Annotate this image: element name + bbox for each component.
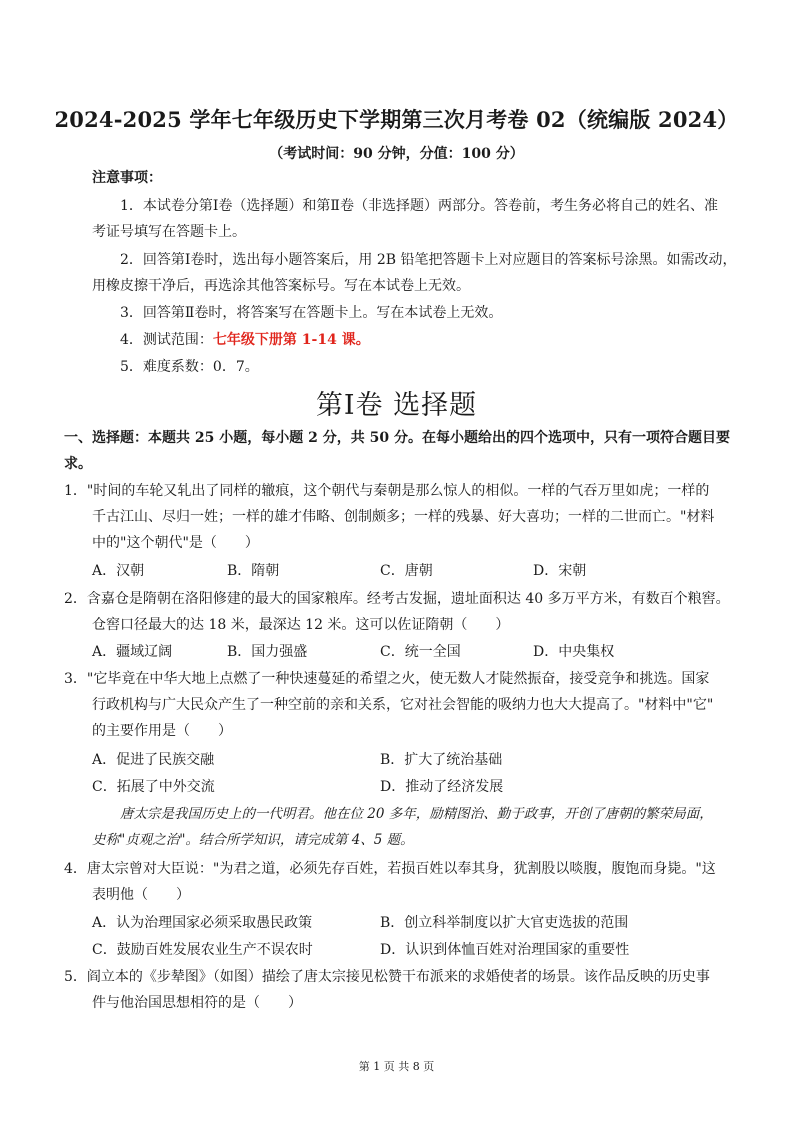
q1-option-c: C．唐朝: [380, 563, 433, 579]
note-5: 5．难度系数：0．7。: [120, 359, 259, 375]
q5-line-1: 5．阎立本的《步辇图》（如图）描绘了唐太宗接见松赞干布派来的求婚使者的场景。该作品反映的历史事: [64, 969, 710, 985]
q1-line-1: 1．"时间的车轮又轧出了同样的辙痕，这个朝代与秦朝是那么惊人的相似。一样的气吞万里如虎；一样的: [64, 483, 710, 499]
q4-option-c: C．鼓励百姓发展农业生产不误农时: [92, 942, 313, 958]
q4-line-1: 4．唐太宗曾对大臣说："为君之道，必须先存百姓，若损百姓以奉其身，犹割股以啖腹，腹饱而身毙。"这: [64, 861, 716, 877]
q3-option-c: C．拓展了中外交流: [92, 779, 215, 795]
q2-option-a: A．疆域辽阔: [92, 644, 173, 660]
note-1-line-2: 考证号填写在答题卡上。: [92, 224, 246, 240]
q2-option-b: B．国力强盛: [227, 644, 308, 660]
q2-line-2: 仓窖口径最大的达 18 米，最深达 12 米。这可以佐证隋朝（ ）: [92, 617, 510, 633]
q3-option-b: B．扩大了统治基础: [380, 752, 503, 768]
q5-line-2: 件与他治国思想相符的是（ ）: [92, 995, 302, 1011]
q4-line-2: 表明他（ ）: [92, 887, 190, 903]
q3-option-d: D．推动了经济发展: [380, 779, 504, 795]
note-2-line-1: 2．回答第Ⅰ卷时，选出每小题答案后，用 2B 铅笔把答题卡上对应题目的答案标号涂黑。如需改动，: [120, 252, 737, 268]
q2-option-d: D．中央集权: [533, 644, 615, 660]
q3-option-a: A．促进了民族交融: [92, 752, 215, 768]
note-4: [120, 330, 370, 350]
q4-option-d: D．认识到体恤百姓对治理国家的重要性: [380, 942, 630, 958]
q2-line-1: 2．含嘉仓是隋朝在洛阳修建的最大的国家粮库。经考古发掘，遗址面积达 40 多万平方米，有数百个粮窖。: [64, 591, 730, 607]
q1-option-a: A．汉朝: [92, 563, 145, 579]
q3-line-3: 的主要作用是（ ）: [92, 723, 232, 739]
notes-heading: 注意事项：: [92, 170, 162, 186]
q1-option-d: D．宋朝: [533, 563, 587, 579]
q2-option-c: C．统一全国: [380, 644, 461, 660]
part-instructions-line-2: 求。: [64, 456, 92, 472]
q1-line-2: 千古江山、尽归一姓；一样的雄才伟略、创制颇多；一样的残暴、好大喜功；一样的二世而亡。"材料: [92, 509, 715, 525]
note-2-line-2: 用橡皮擦干净后，再选涂其他答案标号。写在本试卷上无效。: [92, 278, 470, 294]
note-3: 3．回答第Ⅱ卷时，将答案写在答题卡上。写在本试卷上无效。: [120, 305, 503, 321]
q4-option-b: B．创立科举制度以扩大官吏选拔的范围: [380, 915, 629, 931]
page-number: 第 1 页 共 8 页: [358, 1060, 435, 1073]
part-instructions-line-1: 一、选择题：本题共 25 小题，每小题 2 分，共 50 分。在每小题给出的四个选项中，只有一项符合题目要: [64, 430, 730, 446]
q4-option-a: A．认为治理国家必须采取愚民政策: [92, 915, 313, 931]
passage-line-2: 史称"贞观之治"。结合所学知识，请完成第 4、5 题。: [92, 832, 414, 848]
q3-line-2: 行政机构与广大民众产生了一种空前的亲和关系，它对社会智能的吸纳力也大大提高了。"材料中"它": [92, 697, 714, 713]
section-title: 第Ⅰ卷 选择题: [315, 390, 478, 421]
q3-line-1: 3．"它毕竟在中华大地上点燃了一种快速蔓延的希望之火，使无数人才陡然振奋，接受竞争和挑选。国家: [64, 671, 710, 687]
exam-info: （考试时间：90 分钟，分值：100 分）: [269, 146, 524, 162]
page-title: 2024-2025 学年七年级历史下学期第三次月考卷 02（统编版 2024）: [54, 107, 739, 132]
q1-option-b: B．隋朝: [227, 563, 280, 579]
q1-line-3: 中的"这个朝代"是（ ）: [92, 535, 259, 551]
note-1-line-1: 1．本试卷分第Ⅰ卷（选择题）和第Ⅱ卷（非选择题）两部分。答卷前，考生务必将自己的姓名、准: [120, 198, 718, 214]
passage-line-1: 唐太宗是我国历史上的一代明君。他在位 20 多年，励精图治、勤于政事，开创了唐朝的繁荣局面，: [120, 806, 713, 822]
test-range: 七年级下册第 1-14 课。: [212, 332, 370, 348]
note-4-prefix: 4．测试范围：: [120, 332, 213, 348]
